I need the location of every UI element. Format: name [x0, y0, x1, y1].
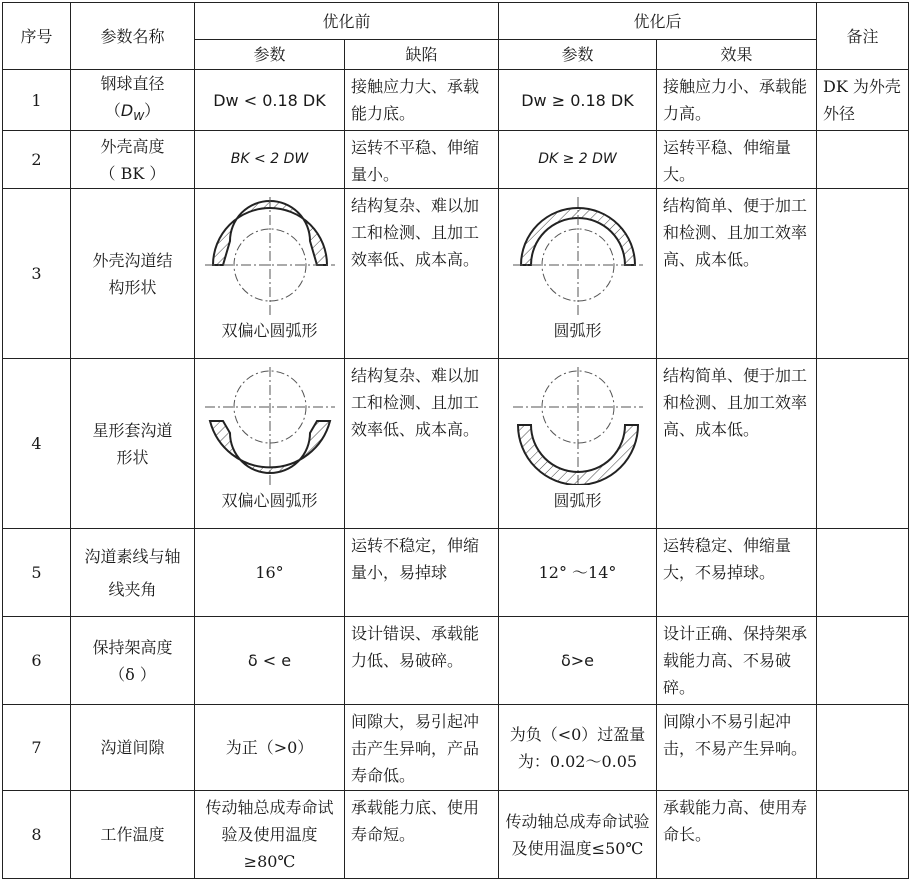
- table-row: [3, 131, 909, 189]
- row-param-name: [71, 131, 195, 189]
- table-row: [3, 359, 909, 529]
- header-index: 序号: [3, 3, 71, 70]
- header-after: 优化后: [499, 3, 817, 40]
- row-index: 5: [3, 529, 71, 617]
- header-remark: 备注: [817, 3, 909, 70]
- after-param: DK ≥ 2 DW: [499, 131, 657, 189]
- row-index: 2: [3, 131, 71, 189]
- row-param-name-line2: （ BK ）: [99, 163, 166, 183]
- remark: [817, 131, 909, 189]
- before-defect: 运转不平稳、伸缩量小。: [345, 131, 499, 189]
- before-param: Dw < 0.18 DK: [195, 70, 345, 131]
- after-param: Dw ≥ 0.18 DK: [499, 70, 657, 131]
- after-effect: 运转稳定、伸缩量大，不易掉球。: [657, 529, 817, 617]
- remark: [817, 617, 909, 705]
- symbol-sub: W: [133, 110, 145, 124]
- before-defect: 接触应力大、承载能力底。: [345, 70, 499, 131]
- row-index: 1: [3, 70, 71, 131]
- after-effect: 间隙小不易引起冲击，不易产生异响。: [657, 705, 817, 791]
- paren-close: ）: [144, 101, 161, 120]
- remark: [817, 791, 909, 879]
- after-figure-caption: 圆弧形: [553, 321, 602, 341]
- before-figure-caption: 双偏心圆弧形: [221, 491, 318, 511]
- double-eccentric-arc-inner-race-figure: [205, 367, 335, 485]
- before-param: 传动轴总成寿命试验及使用温度≥80℃: [195, 791, 345, 879]
- header-after-param: 参数: [499, 40, 657, 70]
- before-param: 16°: [195, 529, 345, 617]
- before-param: 为正（>0）: [195, 705, 345, 791]
- table-row: [3, 70, 909, 131]
- row-param-name: [71, 70, 195, 131]
- row-index: 3: [3, 189, 71, 359]
- remark: DK 为外壳外径: [817, 70, 909, 131]
- row-index: 6: [3, 617, 71, 705]
- remark: [817, 189, 909, 359]
- before-defect: 设计错误、承载能力低、易破碎。: [345, 617, 499, 705]
- remark: [817, 529, 909, 617]
- after-param: δ>e: [499, 617, 657, 705]
- after-effect: 设计正确、保持架承载能力高、不易破碎。: [657, 617, 817, 705]
- remark: [817, 705, 909, 791]
- row-param-name: 星形套沟道形状: [71, 359, 195, 529]
- row-param-name: 外壳沟道结构形状: [71, 189, 195, 359]
- table-row: [3, 189, 909, 359]
- row-index: 8: [3, 791, 71, 879]
- symbol: D: [120, 101, 134, 120]
- paren-open: （: [104, 101, 121, 120]
- row-param-name: 沟道素线与轴线夹角: [71, 529, 195, 617]
- before-defect: 承载能力底、使用寿命短。: [345, 791, 499, 879]
- after-figure-cell: [499, 189, 657, 359]
- before-defect: 间隙大，易引起冲击产生异响，产品寿命低。: [345, 705, 499, 791]
- row-param-name: 工作温度: [71, 791, 195, 879]
- after-figure-caption: 圆弧形: [553, 491, 602, 511]
- before-param: δ < e: [195, 617, 345, 705]
- after-effect: 接触应力小、承载能力高。: [657, 70, 817, 131]
- header-row-1: [3, 3, 909, 40]
- after-figure-cell: [499, 359, 657, 529]
- row-index: 4: [3, 359, 71, 529]
- after-param: 12° ～14°: [499, 529, 657, 617]
- after-param: 传动轴总成寿命试验及使用温度≤50℃: [499, 791, 657, 879]
- circular-arc-outer-race-figure: [513, 197, 643, 315]
- table-row: [3, 529, 909, 617]
- row-param-name-line1: 钢球直径: [100, 74, 165, 93]
- before-defect: 运转不稳定，伸缩量小，易掉球: [345, 529, 499, 617]
- after-param: 为负（<0）过盈量为：0.02～0.05: [499, 705, 657, 791]
- after-effect: 结构简单、便于加工和检测、且加工效率高、成本低。: [657, 359, 817, 529]
- row-param-name-line2: （δ ）: [109, 664, 156, 684]
- comparison-table: [2, 2, 909, 879]
- row-param-name-line2: [77, 97, 188, 130]
- header-after-effect: 效果: [657, 40, 817, 70]
- after-effect: 结构简单、便于加工和检测、且加工效率高、成本低。: [657, 189, 817, 359]
- row-param-name-line1: 外壳高度: [100, 136, 165, 156]
- circular-arc-inner-race-figure: [513, 367, 643, 485]
- row-param-name: 沟道间隙: [71, 705, 195, 791]
- header-before-defect: 缺陷: [345, 40, 499, 70]
- table-row: [3, 705, 909, 791]
- double-eccentric-arc-outer-race-figure: [205, 197, 335, 315]
- header-before: 优化前: [195, 3, 499, 40]
- before-figure-cell: [195, 189, 345, 359]
- table-row: [3, 791, 909, 879]
- before-param: BK < 2 DW: [195, 131, 345, 189]
- table-row: [3, 617, 909, 705]
- before-defect: 结构复杂、难以加工和检测、且加工效率低、成本高。: [345, 359, 499, 529]
- remark: [817, 359, 909, 529]
- before-figure-caption: 双偏心圆弧形: [221, 321, 318, 341]
- after-effect: 承载能力高、使用寿命长。: [657, 791, 817, 879]
- header-param-name: 参数名称: [71, 3, 195, 70]
- row-param-name-line1: 保持架高度: [92, 637, 173, 657]
- header-before-param: 参数: [195, 40, 345, 70]
- after-effect: 运转平稳、伸缩量大。: [657, 131, 817, 189]
- row-param-name: [71, 617, 195, 705]
- row-index: 7: [3, 705, 71, 791]
- before-figure-cell: [195, 359, 345, 529]
- before-defect: 结构复杂、难以加工和检测、且加工效率低、成本高。: [345, 189, 499, 359]
